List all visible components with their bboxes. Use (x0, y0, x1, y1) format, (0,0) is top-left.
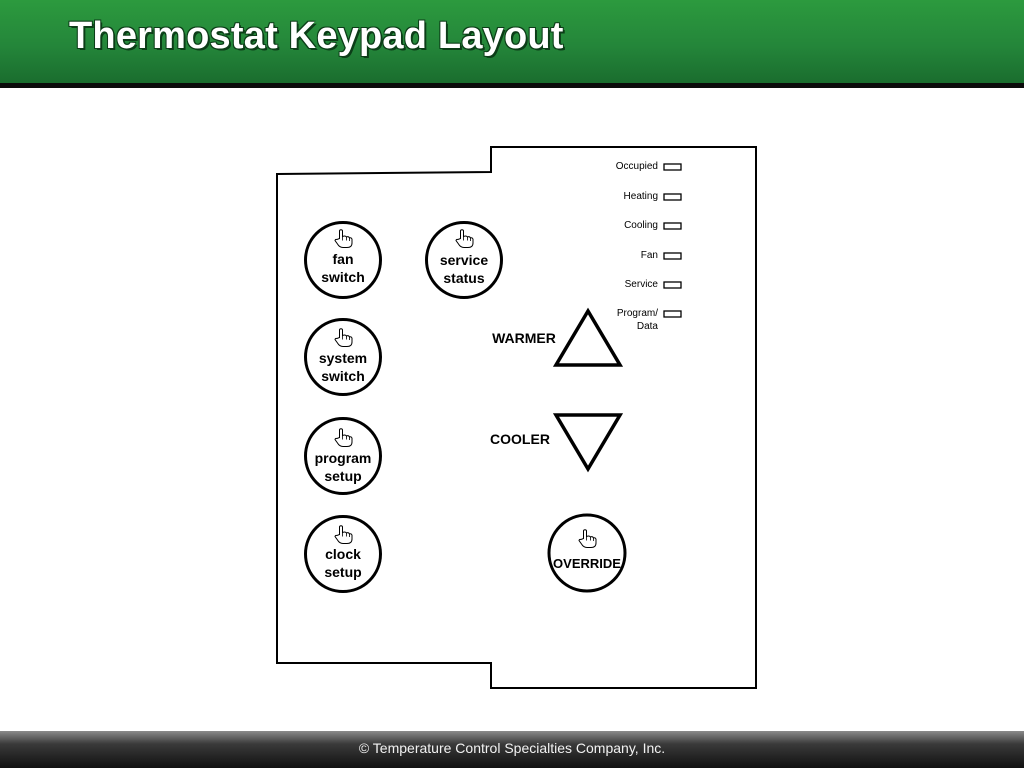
indicator-service-led (664, 282, 681, 288)
system-switch-button[interactable] (306, 320, 381, 395)
footer-copyright: © Temperature Control Specialties Company, Inc. (358, 740, 666, 756)
warmer-label: WARMER (492, 330, 556, 346)
page-title: Thermostat Keypad Layout (69, 15, 564, 57)
indicator-cooling-led (664, 223, 681, 229)
clock-setup-label-line1: clock (325, 546, 361, 562)
override-label: OVERRIDE (553, 556, 621, 571)
service-status-label-line1: service (439, 252, 489, 268)
indicator-cooling-label: Cooling (624, 220, 658, 231)
cooler-arrow-button[interactable] (556, 415, 620, 469)
indicator-fan (641, 250, 681, 261)
indicator-service-label: Service (624, 279, 658, 290)
service-status-button[interactable] (427, 223, 502, 298)
program-setup-label-line2: setup (324, 468, 362, 484)
system-switch-label-line1: system (318, 350, 368, 366)
indicator-heating-label: Heating (623, 191, 658, 202)
indicator-heating (624, 191, 681, 202)
override-button[interactable] (549, 515, 625, 591)
service-status-label-line2: status (443, 270, 485, 286)
indicator-program-label-line1: Program/ (616, 308, 658, 319)
cooler-label: COOLER (490, 431, 550, 447)
warmer-arrow-button[interactable] (556, 311, 620, 365)
indicator-service (625, 279, 681, 290)
indicator-heating-led (664, 194, 681, 200)
clock-setup-label-line2: setup (324, 564, 362, 580)
program-setup-button[interactable] (306, 419, 381, 494)
indicator-fan-led (664, 253, 681, 259)
fan-switch-label-line2: switch (321, 269, 365, 285)
indicator-occupied-label: Occupied (615, 161, 658, 172)
program-setup-label-line1: program (314, 450, 372, 466)
indicator-program-data (617, 308, 681, 332)
indicator-cooling (624, 220, 681, 231)
fan-switch-button[interactable] (306, 223, 381, 298)
indicator-fan-label: Fan (640, 250, 658, 261)
indicator-program-label-line2: Data (636, 321, 658, 332)
indicator-occupied-led (664, 164, 681, 170)
fan-switch-label-line1: fan (332, 251, 354, 267)
indicator-program-led (664, 311, 681, 317)
indicator-occupied (616, 161, 681, 172)
system-switch-label-line2: switch (321, 368, 365, 384)
clock-setup-button[interactable] (306, 517, 381, 592)
